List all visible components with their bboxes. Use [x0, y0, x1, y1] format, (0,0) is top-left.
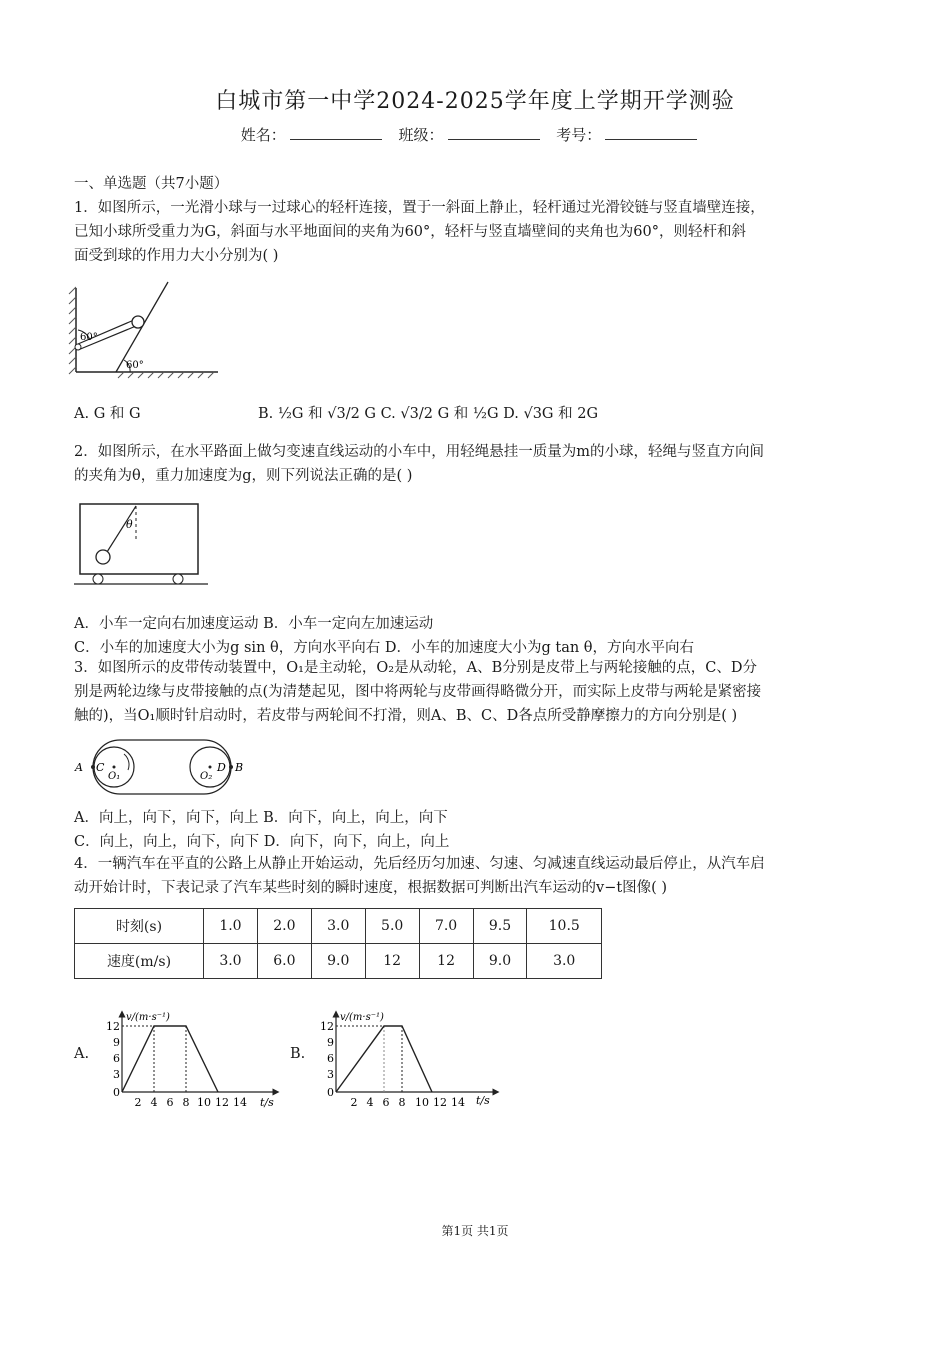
table-row	[75, 909, 602, 944]
graph-a-ytick: 0	[113, 1086, 120, 1099]
table-cell: 12	[419, 944, 473, 979]
question-2-options-cd[interactable]: C．小车的加速度大小为g sin θ，方向水平向右 D．小车的加速度大小为g tan θ，方向水平向右	[74, 640, 695, 656]
question-3-options-ab[interactable]: A．向上，向下，向下，向上 B．向下，向上，向上，向下	[74, 810, 448, 826]
question-3-line: 触的)，当O₁顺时针启动时，若皮带与两轮间不打滑，则A、B、C、D各点所受静摩擦力的方向分别是( )	[74, 708, 738, 724]
wheel-o2-label: O₂	[200, 771, 213, 782]
question-1-option-a[interactable]: A. G 和 G	[74, 406, 141, 422]
graph-a-option-label[interactable]: A.	[74, 1046, 90, 1062]
graph-a-vt-line	[122, 1026, 218, 1092]
question-4-text	[74, 852, 886, 900]
table-cell: 10.5	[527, 909, 602, 944]
question-1-options-bcd[interactable]: B. ½G 和 √3/2 G C. √3/2 G 和 ½G D. √3G 和 2G	[258, 406, 599, 422]
graph-a-xtick: 14	[233, 1096, 247, 1109]
graph-a-xtick: 10	[197, 1096, 211, 1109]
question-2-figure	[74, 500, 214, 592]
graph-b-xtick: 14	[451, 1096, 465, 1109]
graph-a-xtick: 2	[134, 1096, 142, 1109]
question-1-text	[74, 196, 886, 268]
table-cell: 2.0	[257, 909, 311, 944]
graph-b-ytick: 6	[327, 1052, 334, 1065]
table-cell: 5.0	[365, 909, 419, 944]
point-a-label: A	[75, 761, 83, 774]
graph-a-xtick: 4	[150, 1096, 158, 1109]
graph-b-xtick: 6	[382, 1096, 390, 1109]
table-cell: 1.0	[204, 909, 258, 944]
table-row	[75, 944, 602, 979]
table-cell: 6.0	[257, 944, 311, 979]
graph-a-ytick: 3	[113, 1068, 120, 1081]
graph-a-xtick: 6	[166, 1096, 174, 1109]
table-header-cell: 速度(m/s)	[75, 944, 204, 979]
graph-a-ytick: 9	[113, 1036, 120, 1049]
question-1-line: 已知小球所受重力为G，斜面与水平地面间的夹角为60°，轻杆与竖直墙壁间的夹角也为60°，则轻杆和斜	[74, 224, 746, 240]
class-blank[interactable]	[448, 125, 540, 140]
graph-a-xtick: 12	[215, 1096, 229, 1109]
point-c-label: C	[96, 761, 105, 774]
theta-label: θ	[126, 518, 133, 531]
angle-label: 60°	[80, 332, 98, 343]
point-b-label: B	[235, 761, 244, 774]
question-3-text	[74, 656, 886, 728]
graph-a-xtick: 8	[182, 1096, 190, 1109]
graph-a	[96, 1006, 286, 1110]
graph-b-option-label[interactable]: B.	[290, 1046, 306, 1062]
graph-b-xtick: 4	[366, 1096, 374, 1109]
student-info-line	[0, 124, 950, 145]
id-label: 考号：	[556, 126, 602, 144]
graph-b-xtick: 10	[415, 1096, 429, 1109]
question-4-line: 动开始计时，下表记录了汽车某些时刻的瞬时速度，根据数据可判断出汽车运动的v−t图像( )	[74, 880, 668, 896]
table-cell: 9.5	[473, 909, 527, 944]
id-blank[interactable]	[605, 125, 697, 140]
section-heading: 一、单选题（共7小题）	[74, 176, 229, 192]
question-4-line: 4．一辆汽车在平直的公路上从静止开始运动，先后经历匀加速、匀速、匀减速直线运动最后停止，从汽车启	[74, 856, 765, 872]
graph-a-xlabel: t/s	[260, 1096, 274, 1109]
graph-b-ytick: 3	[327, 1068, 334, 1081]
question-2-line: 的夹角为θ，重力加速度为g，则下列说法正确的是( )	[74, 468, 413, 484]
graph-b-xtick: 2	[350, 1096, 358, 1109]
question-1-line: 1．如图所示，一光滑小球与一过球心的轻杆连接，置于一斜面上静止，轻杆通过光滑铰链与竖直墙壁连接，	[74, 200, 765, 216]
table-cell: 9.0	[311, 944, 365, 979]
graph-b	[310, 1006, 510, 1110]
question-3-figure	[72, 736, 252, 798]
graph-b-xtick: 12	[433, 1096, 447, 1109]
graph-a-ytick: 12	[106, 1020, 120, 1033]
table-cell: 3.0	[204, 944, 258, 979]
table-cell: 3.0	[311, 909, 365, 944]
table-cell: 7.0	[419, 909, 473, 944]
table-cell: 12	[365, 944, 419, 979]
graph-b-ytick: 0	[327, 1086, 334, 1099]
graph-a-ylabel: v/(m·s⁻¹)	[126, 1012, 170, 1023]
point-d-label: D	[217, 761, 226, 774]
question-3-options-cd[interactable]: C．向上，向上，向下，向下 D．向下，向下，向上，向上	[74, 834, 450, 850]
graph-b-ytick: 12	[320, 1020, 334, 1033]
table-cell: 9.0	[473, 944, 527, 979]
graph-b-ylabel: v/(m·s⁻¹)	[340, 1012, 384, 1023]
table-cell: 3.0	[527, 944, 602, 979]
question-3-line: 别是两轮边缘与皮带接触的点(为清楚起见，图中将两轮与皮带画得略微分开，而实际上皮带与两轮是紧密接	[74, 684, 762, 700]
question-2-text	[74, 440, 886, 488]
page-footer: 第1页 共1页	[441, 1224, 509, 1238]
graph-a-ytick: 6	[113, 1052, 120, 1065]
table-header-cell: 时刻(s)	[75, 909, 204, 944]
question-1-figure	[68, 278, 228, 382]
class-label: 班级：	[398, 126, 444, 144]
page-title: 白城市第一中学2024-2025学年度上学期开学测验	[215, 89, 735, 114]
name-blank[interactable]	[290, 125, 382, 140]
question-2-options-ab[interactable]: A．小车一定向右加速度运动 B．小车一定向左加速运动	[74, 616, 434, 632]
graph-b-xlabel: t/s	[476, 1094, 490, 1107]
graph-b-ytick: 9	[327, 1036, 334, 1049]
question-1-line: 面受到球的作用力大小分别为( )	[74, 248, 279, 264]
name-label: 姓名：	[240, 126, 286, 144]
wheel-o1-label: O₁	[108, 771, 121, 782]
question-3-line: 3．如图所示的皮带传动装置中，O₁是主动轮，O₂是从动轮，A、B分别是皮带上与两轮接触的点，C、D分	[74, 660, 757, 676]
graph-b-xtick: 8	[398, 1096, 406, 1109]
velocity-table	[74, 908, 602, 979]
question-2-line: 2．如图所示，在水平路面上做匀变速直线运动的小车中，用轻绳悬挂一质量为m的小球，轻绳与竖直方向间	[74, 444, 764, 460]
angle-label: 60°	[126, 360, 144, 371]
